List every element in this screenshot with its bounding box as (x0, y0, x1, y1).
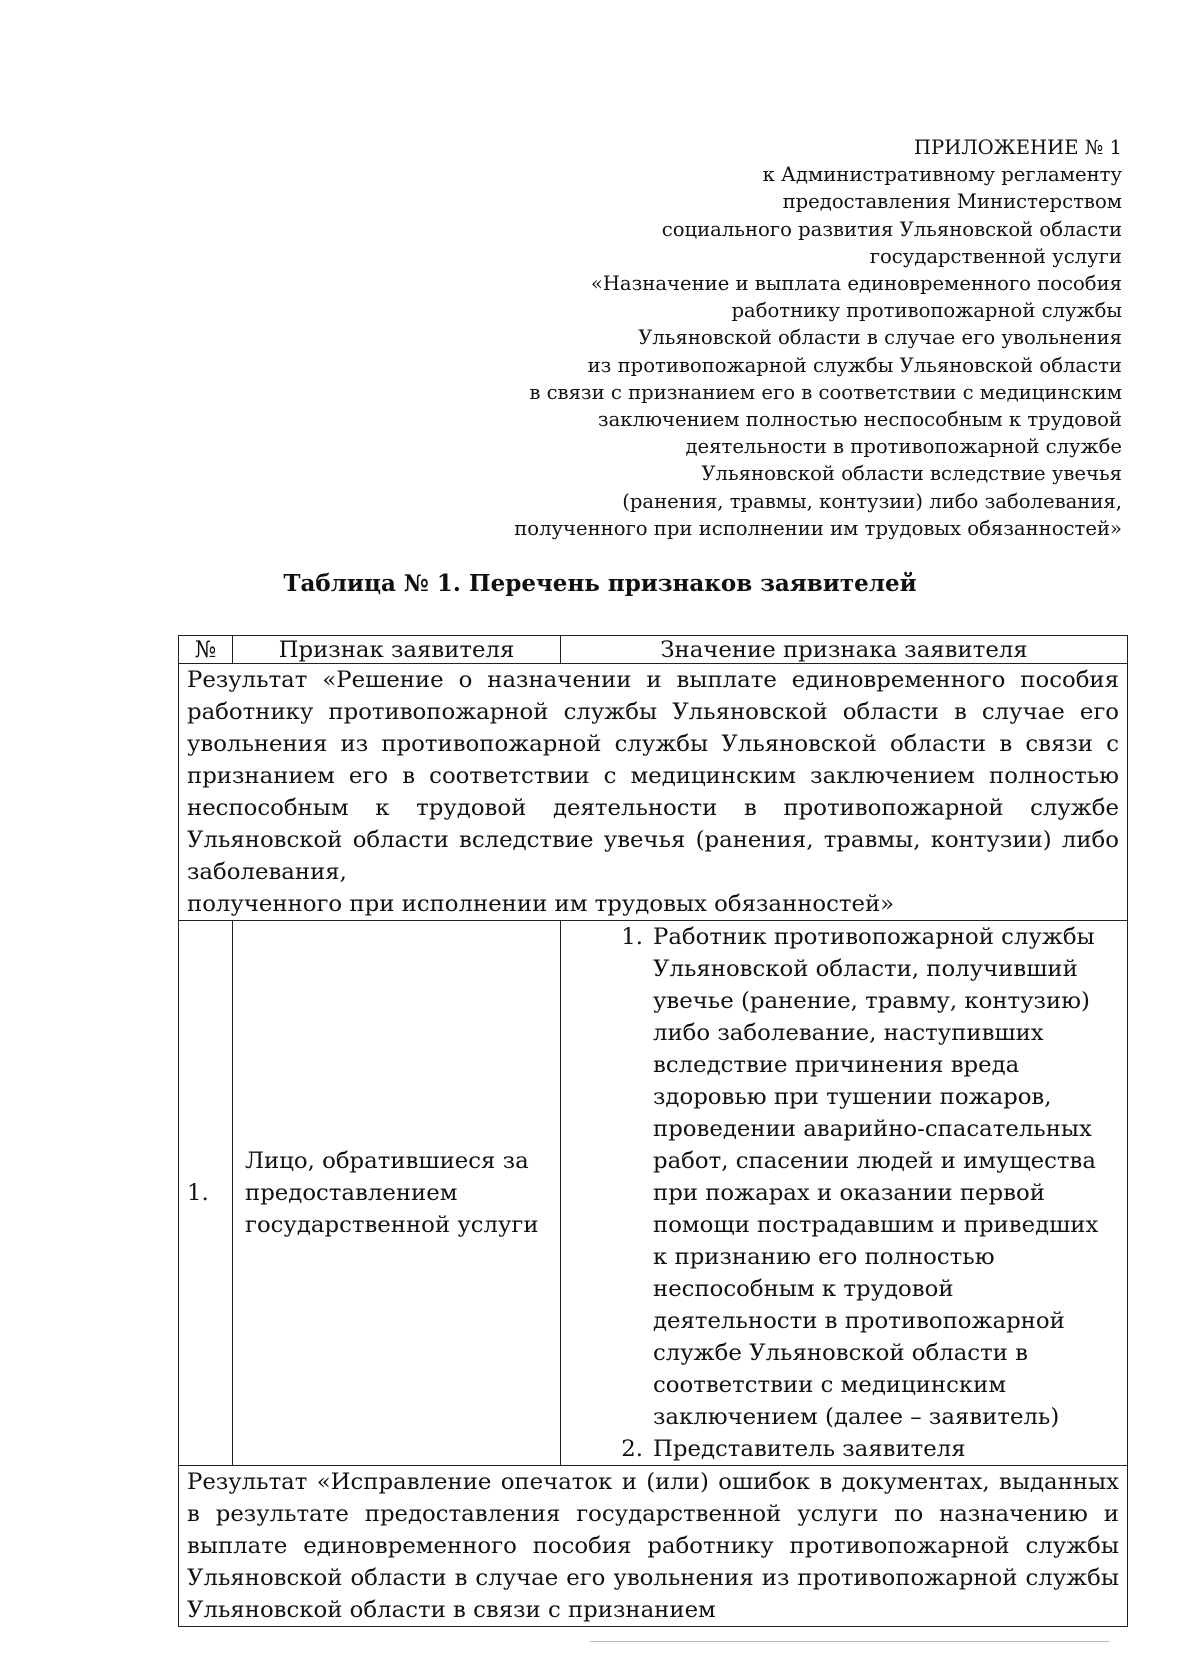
header-no: № (179, 636, 233, 664)
appendix-line: в связи с признанием его в соответствии с медицинским (529, 380, 1122, 404)
table-row (179, 921, 1128, 1466)
appendix-line: к Административному регламенту (762, 163, 1122, 187)
appendix-line: «Назначение и выплата единовременного пособия (590, 272, 1122, 296)
appendix-line: полученного при исполнении им трудовых обязанностей» (514, 516, 1122, 540)
applicant-sign: Лицо, обратившиеся за предоставлением государственной услуги (233, 921, 561, 1466)
header-value: Значение признака заявителя (561, 636, 1128, 664)
table-header-row (179, 636, 1128, 664)
appendix-line: деятельности в противопожарной службе (685, 435, 1122, 459)
appendix-line: предоставления Министерством (782, 190, 1122, 214)
appendix-line: Ульяновской области в случае его увольнения (638, 326, 1122, 350)
header-sign: Признак заявителя (233, 636, 561, 664)
list-item (573, 1433, 1119, 1465)
row-number: 1. (179, 921, 233, 1466)
applicant-signs-table (178, 635, 1128, 1627)
appendix-line: из противопожарной службы Ульяновской области (587, 353, 1122, 377)
list-item-number: 2. (621, 1436, 643, 1462)
list-item-number: 1. (621, 924, 643, 950)
result-row (179, 664, 1128, 921)
result-text: Результат «Решение о назначении и выплате единовременного пособия работнику противопожарной службы Ульяновской области в случае его увольнения из противопожарной службы Ульяновской области в связи с признанием его в соответствии с медицинским заключением полностью неспособным к трудовой деятельности в противопожарной службе Ульяновской области вследствие увечья (ранения, травмы, контузии) либо заболевания, (187, 667, 1119, 885)
appendix-line: работнику противопожарной службы (731, 299, 1122, 323)
table-title: Таблица № 1. Перечень признаков заявителей (283, 570, 917, 597)
appendix-header (362, 134, 1122, 542)
appendix-line: заключением полностью неспособным к трудовой (597, 408, 1122, 432)
appendix-line: (ранения, травмы, контузии) либо заболевания, (622, 489, 1122, 513)
list-item (573, 921, 1119, 1433)
result-cell: Результат «Исправление опечаток и (или) ошибок в документах, выданных в результате предоставления государственной услуги по назначению и выплате единовременного пособия работнику противопожарной службы Ульяновской области в случае его увольнения из противопожарной службы Ульяновской области в связи с признанием (179, 1466, 1128, 1627)
appendix-line: ПРИЛОЖЕНИЕ № 1 (913, 136, 1122, 159)
result-cell (179, 664, 1128, 921)
result-row (179, 1466, 1128, 1627)
appendix-line: социального развития Ульяновской области (661, 217, 1122, 241)
list-item-text: Работник противопожарной службы Ульяновской области, получивший увечье (ранение, травму, контузию) либо заболевание, наступивших вследствие причинения вреда здоровью при тушении пожаров, проведении аварийно-спасательных работ, спасении людей и имущества при пожарах и оказании первой помощи пострадавшим и приведших к признанию его полностью неспособным к трудовой деятельности в противопожарной службе Ульяновской области в соответствии с медицинским заключением (далее – заявитель) (653, 924, 1099, 1430)
list-item-text: Представитель заявителя (653, 1436, 966, 1462)
page-bottom-rule (590, 1641, 1110, 1642)
appendix-line: Ульяновской области вследствие увечья (701, 462, 1122, 486)
applicant-sign-value (561, 921, 1128, 1466)
result-text-tail: полученного при исполнении им трудовых обязанностей» (187, 891, 895, 917)
appendix-line: государственной услуги (869, 244, 1122, 268)
